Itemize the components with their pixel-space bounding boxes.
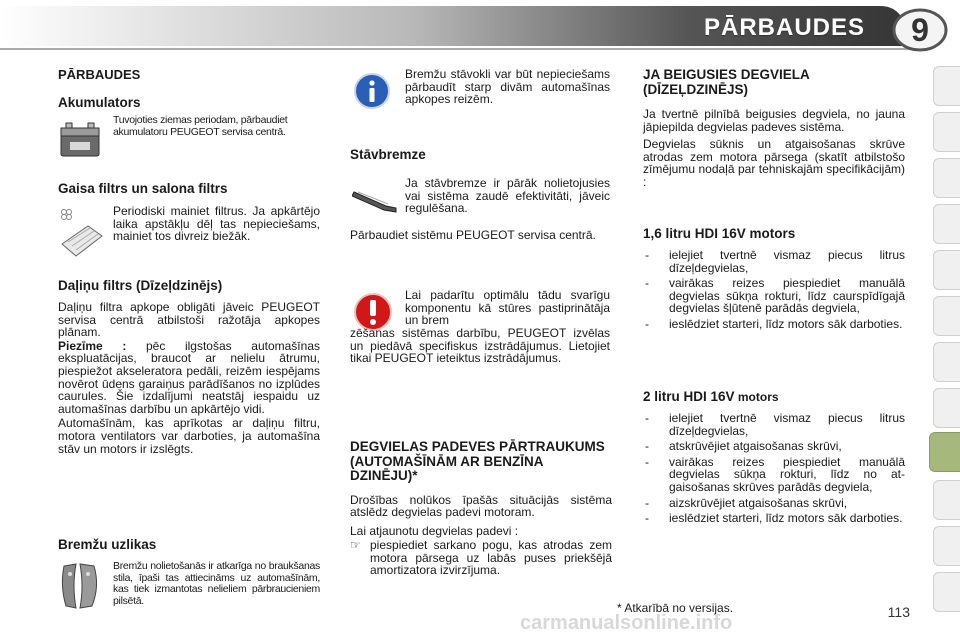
parking-brake-heading: Stāvbremze [350,147,426,162]
dpf-section [58,278,320,455]
battery-heading: Akumulators [58,95,141,110]
brake-pads-heading: Bremžu uzlikas [58,537,157,552]
fuel-cutoff-section [350,440,612,577]
warning-text-a-wrap [405,289,610,327]
hdi2-step: - aizskrūvējiet atgaisošanas skrūvi, [643,497,905,510]
chapter-title: PĀRBAUDES [703,14,865,41]
out-of-fuel-heading: JA BEIGUSIES DEGVIELA (DĪZEĻDZINĒJS) [643,67,810,97]
chapter-tab[interactable] [933,66,960,106]
hdi16-steps [643,249,905,331]
chapter-tab[interactable] [933,204,960,244]
watermark: carmanualsonline.info [520,612,733,634]
air-filter-icon [58,206,104,260]
battery-icon [58,118,102,160]
hdi2-heading-main: 2 litru HDI 16V [643,389,735,404]
hdi2-step: - ieslēdziet starteri, līdz motors sāk darboties. [643,512,905,525]
fuel-cutoff-heading: DEGVIELAS PADEVES PĀRTRAUKUMS (AUTOMAŠĪNĀM AR BENZĪNA DZINĒJU)* [350,439,605,483]
chapter-tab[interactable] [933,250,960,290]
note-label: Piezīme : [58,338,127,353]
battery-text-wrap [113,115,320,138]
chapter-number: 9 [911,12,929,48]
chapter-tab[interactable] [933,342,960,382]
hdi2-step: - atskrūvējiet atgaisošanas skrūvi, [643,440,905,453]
chapter-tab[interactable] [933,112,960,152]
hdi2-step: - ielejiet tvertnē vismaz piecus litrus dīzeļdegvielas, [643,412,905,437]
hdi16-step: - ielejiet tvertnē vismaz piecus litrus dīzeļdegvielas, [643,249,905,274]
column-1 [58,67,320,82]
parking-text-wrap [405,177,610,215]
brake-pads-text: Bremžu nolietošanās ir atkarīga no braukšanas stila, īpaši tas attiecināms uz automašīnām, kas tiek izmantotas nelieliem pārbraucieniem pilsētā. [113,560,320,607]
battery-section [58,95,320,110]
particle-filter-p3: Automašīnām, kas aprīkotas ar daļiņu filtru, motora ventilators var darboties, ja automašīna stāv un motors ir izslēgts. [58,416,320,456]
particle-filter-p1: Daļiņu filtra apkope obligāti jāveic PEUGEOT servisa centrā atbilstoši ražotāja apkopes plānam. [58,300,320,340]
pads-heading-wrap [58,537,320,552]
hdi2-heading [643,389,905,404]
hdi16-section [643,226,905,334]
hdi16-step: - vairākas reizes piespiediet manuālā degvielas sūkņa rokturi, līdz caurspīdīgajā degvielas šļūtenē parādās degviela, [643,277,905,315]
fuel-cutoff-bullet-item [350,539,612,577]
fuel-cutoff-bullet: piespiediet sarkano pogu, kas atrodas zem motora pārsega uz labās puses priekšējā amortizatora izvirzījuma. [370,538,612,578]
fuel-cutoff-p1: Drošības nolūkos īpašās situācijās sistēma atslēdz degvielas padevi motoram. [350,492,612,520]
info-text: Bremžu stāvokli var būt nepieciešams pārbaudīt starp divām automašīnas apkopes reizēm. [405,67,610,107]
warning-text-b: zēšanas sistēmas darbību, PEUGEOT izvēlas un piedāvā specifiskus izstrādājumus. Lietojiet tikai PEUGEOT ieteiktus izstrādājumus. [350,326,610,366]
chapter-tab-active[interactable] [929,432,960,472]
info-icon [353,72,391,110]
chapter-tab[interactable] [933,480,960,520]
hdi2-step: - vairākas reizes piespiediet manuālā degvielas sūkņa rokturi, līdz no atgaisošanas skrūves parādās degviela, [643,456,905,494]
warning-text-a: Lai padarītu optimālu tādu svarīgu komponentu kā stūres pastiprinātāja un brem [405,288,610,328]
filter-heading-wrap [58,181,320,196]
footnote: * Atkarībā no versijas. [617,601,734,615]
parking-brake-p2: Pārbaudiet sistēmu PEUGEOT servisa centrā. [350,228,596,242]
particle-filter-p2 [58,340,320,416]
chapter-tab[interactable] [933,296,960,336]
brake-pads-icon [58,560,102,612]
hand-pointer-icon: ☞ [350,538,361,553]
hdi2-section [643,389,905,528]
filter-text-wrap [113,205,320,243]
chapter-tab[interactable] [933,572,960,612]
chapter-tab[interactable] [933,526,960,566]
fuel-cutoff-p2: Lai atjaunotu degvielas padevi : [350,523,519,538]
air-filter-heading: Gaisa filtrs un salona filtrs [58,181,228,196]
out-of-fuel-p1: Ja tvertnē pilnībā beigusies degviela, no jauna jāpiepilda degvielas padeves sistēma. [643,107,905,134]
particle-filter-heading: Daļiņu filtrs (Dīzeļdzinējs) [58,278,223,293]
note-text: pēc ilgstošas automašīnas ekspluatācijas, braucot ar nelielu ātrumu, piespiežot akseleratora pedāli, reizēm iespējams novērot ūdens garaiņus parādīšanos no izplūdes caurules. Šie izdalījumi neatstāj iespaidu uz automašīnas darbību un apkārtējo vidi. [58,338,320,416]
chapter-tab[interactable] [933,388,960,428]
info-text-wrap [405,68,610,106]
out-of-fuel-p2: Degvielas sūknis un atgaisošanas skrūve atrodas zem motora pārsega (skatīt atbilstošo zīmējumu nodaļā par tehniskajām specifikācijām) : [643,137,905,189]
hdi16-heading: 1,6 litru HDI 16V motors [643,226,796,241]
battery-text: Tuvojoties ziemas periodam, pārbaudiet akumulatoru PEUGEOT servisa centrā. [113,114,288,138]
column-3 [643,68,905,189]
section-title: PĀRBAUDES [58,67,141,82]
warning-text-b-wrap [350,327,610,365]
chapter-number-badge [892,8,948,52]
hdi16-step: - ieslēdziet starteri, līdz motors sāk darboties. [643,318,905,331]
pads-text-wrap [113,561,320,607]
chapter-tabs [932,66,960,636]
hdi2-steps [643,412,905,525]
air-filter-text: Periodiski mainiet filtrus. Ja apkārtējo laika apstākļu dēļ tas nepieciešams, mainiet tos divreiz biežāk. [113,204,320,244]
parking-p2-wrap [350,229,610,242]
page-number: 113 [887,604,910,620]
parking-heading-wrap [350,147,610,162]
hdi2-heading-suffix: motors [734,390,779,404]
parking-brake-text: Ja stāvbremze ir pārāk nolietojusies vai sistēma zaudē efektivitāti, jāveic regulēšana. [405,176,610,216]
parking-brake-icon [352,184,398,214]
chapter-tab[interactable] [933,158,960,198]
